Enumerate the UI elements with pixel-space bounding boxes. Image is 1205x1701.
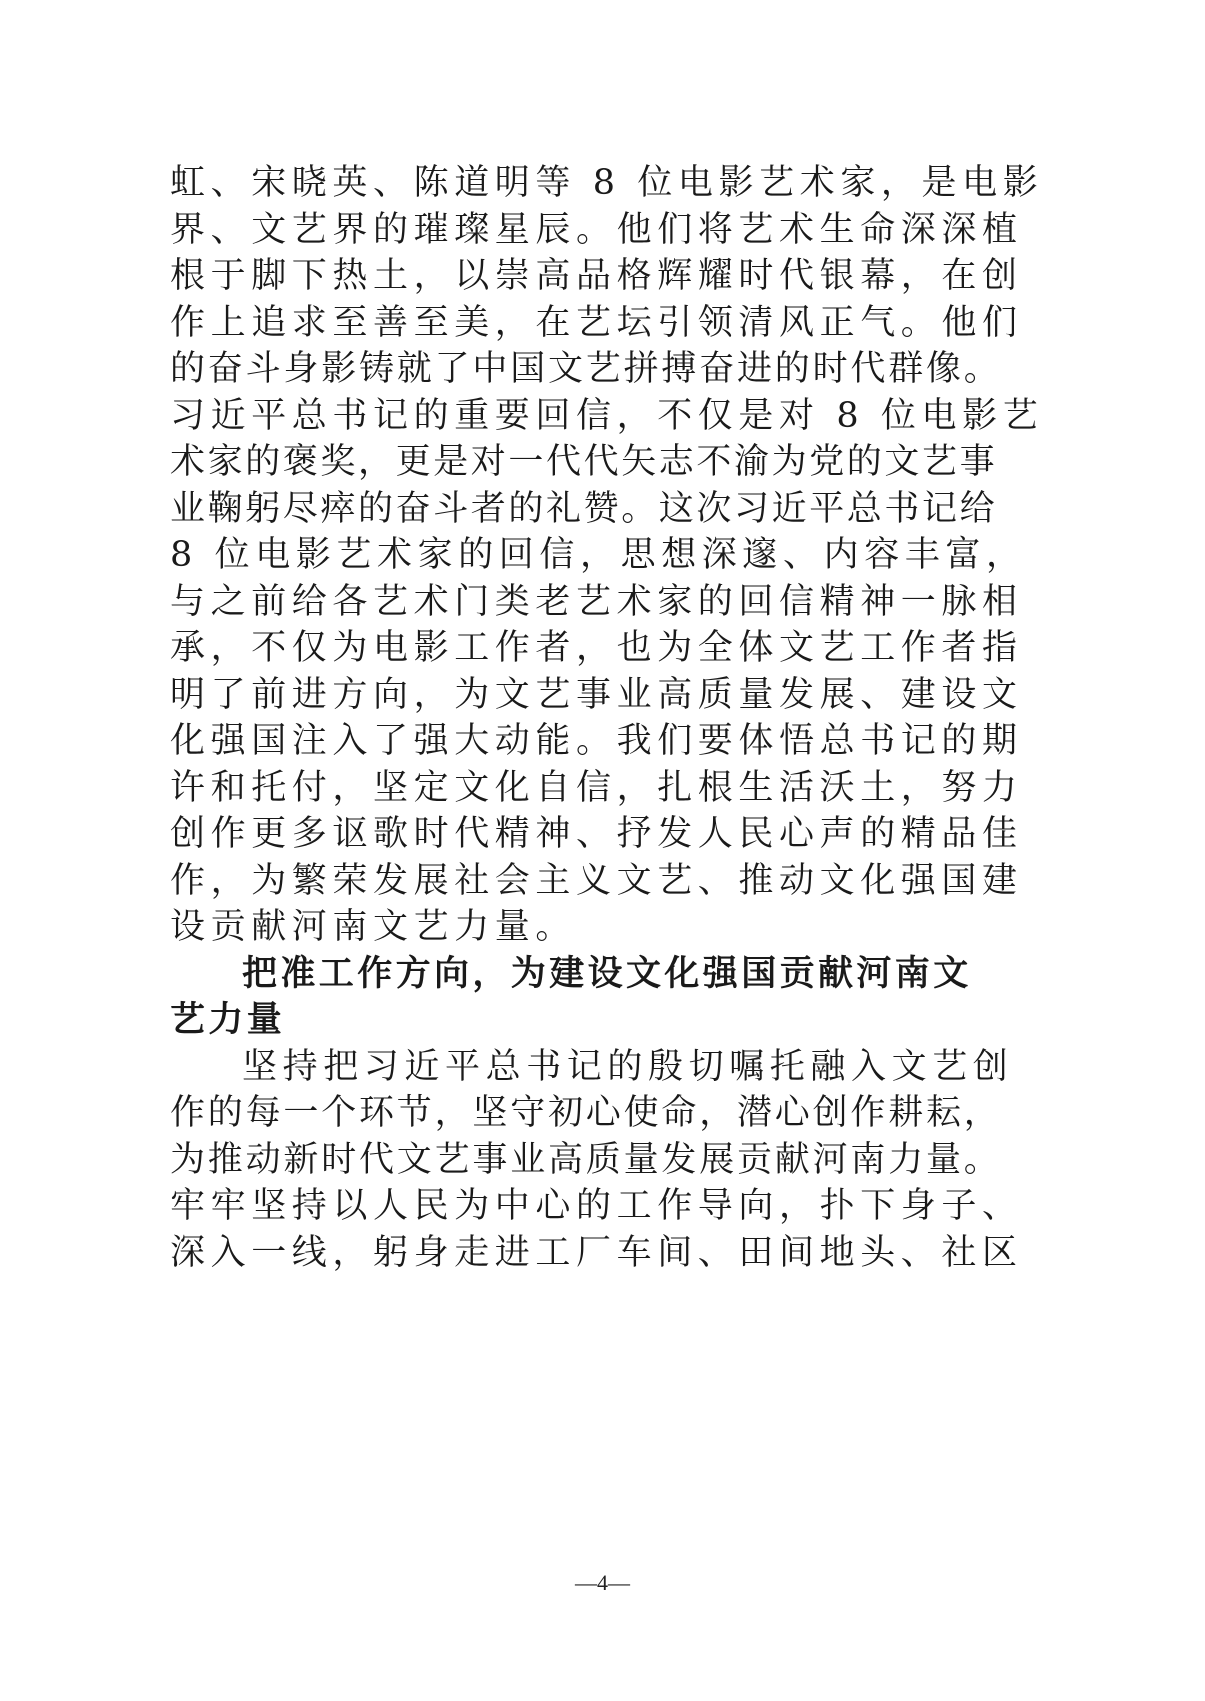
- text-line: 业鞠躬尽瘁的奋斗者的礼赞。这次习近平总书记给: [170, 488, 998, 529]
- page-number: —4—: [575, 1570, 630, 1595]
- heading-line: 艺力量: [170, 1000, 286, 1040]
- text-line: 作上追求至善至美，在艺坛引领清风正气。他们: [170, 302, 1023, 343]
- text-line: 化强国注入了强大动能。我们要体悟总书记的期: [170, 721, 1023, 761]
- text-line: 坚持把习近平总书记的殷切嘱托融入文艺创: [242, 1046, 1014, 1087]
- text-line: 创作更多讴歌时代精神、抒发人民心声的精品佳: [170, 814, 1023, 854]
- text-line: 的奋斗身影铸就了中国文艺拼搏奋进的时代群像。: [170, 349, 1002, 389]
- text-line: 设贡献河南文艺力量。: [170, 907, 577, 947]
- document-body: [170, 160, 1044, 1276]
- heading-line: 把准工作方向，为建设文化强国贡献河南文: [242, 953, 972, 994]
- text-line: 界、文艺界的璀璨星辰。他们将艺术生命深深植: [170, 209, 1023, 250]
- text-line: 虹、宋晓英、陈道明等 8 位电影艺术家，是电影: [170, 163, 1044, 203]
- text-line: 为推动新时代文艺事业高质量发展贡献河南力量。: [170, 1139, 1002, 1180]
- text-line: 8 位电影艺术家的回信，思想深邃、内容丰富，: [170, 535, 1027, 575]
- text-line: 许和托付，坚定文化自信，扎根生活沃土，努力: [170, 767, 1023, 808]
- text-line: 作的每一个环节，坚守初心使命，潜心创作耕耘，: [170, 1093, 1002, 1133]
- text-line: 与之前给各艺术门类老艺术家的回信精神一脉相: [170, 581, 1023, 622]
- text-line: 根于脚下热土，以崇高品格辉耀时代银幕，在创: [170, 256, 1023, 296]
- paragraph-2: [170, 1044, 1023, 1277]
- section-heading: [170, 951, 972, 1044]
- text-line: 作，为繁荣发展社会主义文艺、推动文化强国建: [170, 860, 1023, 901]
- text-line: 明了前进方向，为文艺事业高质量发展、建设文: [170, 674, 1023, 715]
- text-line: 习近平总书记的重要回信，不仅是对 8 位电影艺: [170, 395, 1044, 436]
- text-line: 术家的褒奖，更是对一代代矢志不渝为党的文艺事: [170, 442, 998, 482]
- paragraph-1: [170, 160, 1044, 951]
- text-line: 承，不仅为电影工作者，也为全体文艺工作者指: [170, 628, 1023, 668]
- text-line: 深入一线，躬身走进工厂车间、田间地头、社区: [170, 1232, 1023, 1273]
- text-line: 牢牢坚持以人民为中心的工作导向，扑下身子、: [170, 1186, 1023, 1226]
